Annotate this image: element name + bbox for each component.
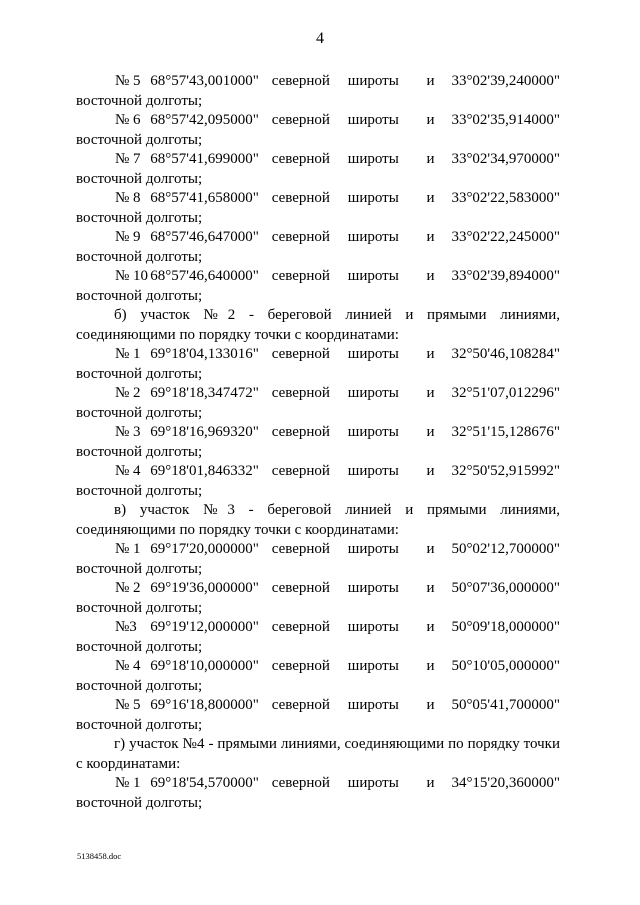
latitude-word: широты bbox=[347, 151, 399, 167]
coordinate-point bbox=[76, 150, 560, 170]
north-word: северной bbox=[271, 112, 330, 128]
latitude-value: 69°19'36,000000" bbox=[150, 580, 259, 596]
footer-filename: 5138458.doc bbox=[77, 851, 122, 861]
and-word: и bbox=[426, 346, 435, 362]
section-c-heading: в) участок №3 - береговой линией и прямыми линиями, соединяющими по порядку точки с координатами: bbox=[76, 502, 560, 538]
east-longitude-label: восточной долготы; bbox=[76, 365, 203, 382]
and-word: и bbox=[426, 775, 435, 791]
latitude-value: 69°18'16,969320" bbox=[150, 424, 259, 440]
longitude-value: 33°02'39,240000" bbox=[451, 73, 561, 89]
coordinate-point bbox=[76, 423, 560, 443]
longitude-value: 32°51'15,128676" bbox=[451, 424, 561, 440]
longitude-value: 50°05'41,700000" bbox=[451, 697, 561, 713]
and-word: и bbox=[426, 424, 435, 440]
east-longitude-label: восточной долготы; bbox=[76, 638, 203, 655]
latitude-word: широты bbox=[347, 541, 399, 557]
east-longitude-label: восточной долготы; bbox=[76, 287, 203, 304]
point-number: № 4 bbox=[115, 463, 141, 479]
latitude-word: широты bbox=[347, 346, 399, 362]
point-number: № 7 bbox=[115, 151, 141, 167]
point-number: № 1 bbox=[115, 541, 141, 557]
and-word: и bbox=[426, 463, 435, 479]
and-word: и bbox=[426, 151, 435, 167]
longitude-value: 33°02'22,583000" bbox=[451, 190, 561, 206]
coordinate-point bbox=[76, 657, 560, 677]
latitude-value: 69°18'54,570000" bbox=[150, 775, 259, 791]
east-longitude-label: восточной долготы; bbox=[76, 209, 203, 226]
latitude-word: широты bbox=[347, 775, 399, 791]
latitude-word: широты bbox=[347, 112, 399, 128]
latitude-value: 68°57'42,095000" bbox=[150, 112, 259, 128]
points-list-d bbox=[76, 774, 560, 813]
north-word: северной bbox=[271, 190, 330, 206]
and-word: и bbox=[426, 229, 435, 245]
east-longitude-label: восточной долготы; bbox=[76, 716, 203, 733]
coordinate-point bbox=[76, 618, 560, 638]
and-word: и bbox=[426, 697, 435, 713]
latitude-value: 68°57'41,699000" bbox=[150, 151, 259, 167]
north-word: северной bbox=[271, 73, 330, 89]
latitude-word: широты bbox=[347, 190, 399, 206]
point-number: № 2 bbox=[115, 580, 141, 596]
point-number: № 10 bbox=[115, 268, 149, 284]
east-longitude-label: восточной долготы; bbox=[76, 131, 203, 148]
north-word: северной bbox=[271, 151, 330, 167]
coordinate-point bbox=[76, 540, 560, 560]
and-word: и bbox=[426, 268, 435, 284]
latitude-value: 69°18'10,000000" bbox=[150, 658, 259, 674]
coordinate-point bbox=[76, 267, 560, 287]
and-word: и bbox=[426, 541, 435, 557]
point-number: № 3 bbox=[115, 424, 141, 440]
longitude-value: 34°15'20,360000" bbox=[451, 775, 561, 791]
and-word: и bbox=[426, 658, 435, 674]
north-word: северной bbox=[271, 229, 330, 245]
east-longitude-label: восточной долготы; bbox=[76, 443, 203, 460]
east-longitude-label: восточной долготы; bbox=[76, 482, 203, 499]
point-number: № 9 bbox=[115, 229, 141, 245]
longitude-value: 33°02'34,970000" bbox=[451, 151, 561, 167]
latitude-value: 69°19'12,000000" bbox=[150, 619, 259, 635]
coordinate-point bbox=[76, 384, 560, 404]
longitude-value: 50°09'18,000000" bbox=[451, 619, 561, 635]
longitude-value: 33°02'35,914000" bbox=[451, 112, 561, 128]
latitude-value: 69°16'18,800000" bbox=[150, 697, 259, 713]
east-longitude-label: восточной долготы; bbox=[76, 248, 203, 265]
longitude-value: 32°50'46,108284" bbox=[451, 346, 561, 362]
points-list-c bbox=[76, 540, 560, 735]
east-longitude-label: восточной долготы; bbox=[76, 560, 203, 577]
point-number: № 4 bbox=[115, 658, 141, 674]
longitude-value: 32°51'07,012296" bbox=[451, 385, 561, 401]
point-number: № 1 bbox=[115, 775, 141, 791]
north-word: северной bbox=[271, 463, 330, 479]
latitude-word: широты bbox=[347, 580, 399, 596]
longitude-value: 50°10'05,000000" bbox=[451, 658, 561, 674]
and-word: и bbox=[426, 385, 435, 401]
longitude-value: 50°07'36,000000" bbox=[451, 580, 561, 596]
north-word: северной bbox=[271, 268, 330, 284]
east-longitude-label: восточной долготы; bbox=[76, 794, 203, 811]
latitude-word: широты bbox=[347, 385, 399, 401]
latitude-word: широты bbox=[347, 697, 399, 713]
north-word: северной bbox=[271, 619, 330, 635]
latitude-value: 68°57'43,001000" bbox=[150, 73, 259, 89]
east-longitude-label: восточной долготы; bbox=[76, 170, 203, 187]
point-number: № 5 bbox=[115, 73, 141, 89]
coordinate-point bbox=[76, 189, 560, 209]
point-number: № 1 bbox=[115, 346, 141, 362]
east-longitude-label: восточной долготы; bbox=[76, 404, 203, 421]
north-word: северной bbox=[271, 580, 330, 596]
coordinate-point bbox=[76, 462, 560, 482]
east-longitude-label: восточной долготы; bbox=[76, 677, 203, 694]
east-longitude-label: восточной долготы; bbox=[76, 599, 203, 616]
latitude-word: широты bbox=[347, 73, 399, 89]
coordinate-point bbox=[76, 696, 560, 716]
north-word: северной bbox=[271, 658, 330, 674]
east-longitude-label: восточной долготы; bbox=[76, 92, 203, 109]
longitude-value: 50°02'12,700000" bbox=[451, 541, 561, 557]
coordinate-point bbox=[76, 72, 560, 92]
coordinate-point bbox=[76, 228, 560, 248]
latitude-word: широты bbox=[347, 229, 399, 245]
north-word: северной bbox=[271, 385, 330, 401]
latitude-value: 68°57'46,640000" bbox=[150, 268, 259, 284]
longitude-value: 32°50'52,915992" bbox=[451, 463, 561, 479]
latitude-value: 69°18'04,133016" bbox=[150, 346, 259, 362]
north-word: северной bbox=[271, 697, 330, 713]
page-number: 4 bbox=[316, 30, 324, 47]
latitude-word: широты bbox=[347, 424, 399, 440]
latitude-word: широты bbox=[347, 619, 399, 635]
point-number: № 8 bbox=[115, 190, 141, 206]
and-word: и bbox=[426, 580, 435, 596]
coordinate-point bbox=[76, 345, 560, 365]
north-word: северной bbox=[271, 424, 330, 440]
points-list-b bbox=[76, 345, 560, 501]
north-word: северной bbox=[271, 346, 330, 362]
longitude-value: 33°02'39,894000" bbox=[451, 268, 561, 284]
latitude-word: широты bbox=[347, 463, 399, 479]
coordinate-point bbox=[76, 774, 560, 794]
coordinate-point bbox=[76, 111, 560, 131]
latitude-value: 69°18'18,347472" bbox=[150, 385, 259, 401]
point-number: № 2 bbox=[115, 385, 141, 401]
points-list-a bbox=[76, 72, 560, 306]
point-number: №3 bbox=[115, 619, 137, 635]
section-b-heading: б) участок №2 - береговой линией и прямыми линиями, соединяющими по порядку точки с координатами: bbox=[76, 307, 560, 343]
north-word: северной bbox=[271, 775, 330, 791]
latitude-word: широты bbox=[347, 268, 399, 284]
latitude-value: 69°18'01,846332" bbox=[150, 463, 259, 479]
coordinate-point bbox=[76, 579, 560, 599]
latitude-value: 68°57'41,658000" bbox=[150, 190, 259, 206]
and-word: и bbox=[426, 73, 435, 89]
and-word: и bbox=[426, 112, 435, 128]
section-d-heading: г) участок №4 - прямыми линиями, соединяющими по порядку точки с координатами: bbox=[76, 736, 560, 772]
latitude-word: широты bbox=[347, 658, 399, 674]
and-word: и bbox=[426, 190, 435, 206]
and-word: и bbox=[426, 619, 435, 635]
latitude-value: 69°17'20,000000" bbox=[150, 541, 259, 557]
point-number: № 5 bbox=[115, 697, 141, 713]
longitude-value: 33°02'22,245000" bbox=[451, 229, 561, 245]
document-body bbox=[76, 72, 560, 813]
north-word: северной bbox=[271, 541, 330, 557]
point-number: № 6 bbox=[115, 112, 141, 128]
latitude-value: 68°57'46,647000" bbox=[150, 229, 259, 245]
